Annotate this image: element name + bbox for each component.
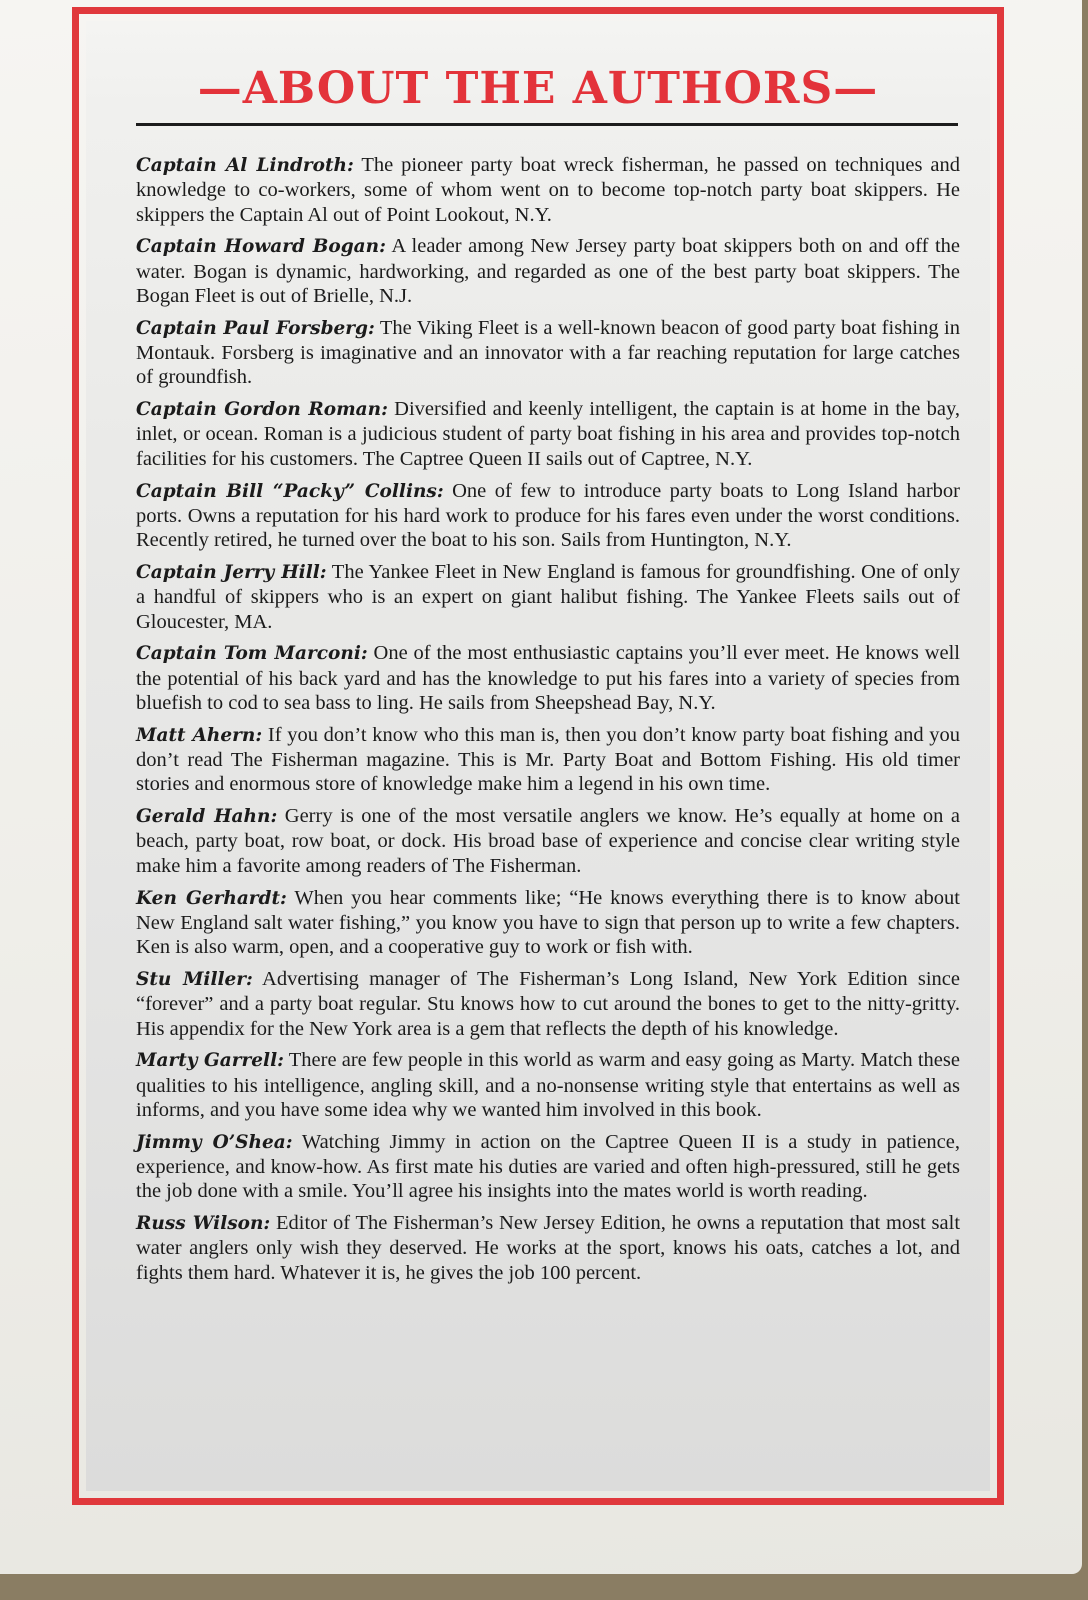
author-bio	[136, 641, 960, 715]
author-bio	[136, 1130, 960, 1204]
author-name: Jimmy O’Shea:	[136, 1131, 293, 1153]
author-description: The Yankee Fleet in New England is famous for groundfishing. One of only a handful of skippers who is an expert on giant halibut fishing. The Yankee Fleets sails out of Gloucester, MA.	[136, 560, 960, 633]
author-description: The pioneer party boat wreck fisherman, he passed on techniques and knowledge to co-workers, some of whom went on to become top-notch party boat skippers. He skippers the Captain Al out of Point Lookout, N.Y.	[136, 154, 960, 226]
author-bio	[136, 1048, 960, 1122]
author-description: A leader among New Jersey party boat skippers both on and off the water. Bogan is dynamic, hardworking, and regarded as one of the best party boat skippers. The Bogan Fleet is out of Brielle, N.J.	[136, 235, 960, 307]
author-name: Captain Tom Marconi:	[136, 643, 368, 665]
author-name: Gerald Hahn:	[136, 806, 278, 828]
author-bio	[136, 1211, 960, 1285]
author-name: Marty Garrell:	[136, 1050, 284, 1072]
author-description: When you hear comments like; “He knows everything there is to know about New England salt water fishing,” you know you have to sign that person up to write a few chapters. Ken is also warm, open, and a cooperative guy to work or fish with.	[136, 886, 961, 959]
author-description: Diversified and keenly intelligent, the captain is at home in the bay, inlet, or ocean. Roman is a judicious student of party boat fishing in his area and provides top-notch facilities for his customers. The Captree Queen II sails out of Captree, N.Y.	[136, 398, 960, 470]
author-bio	[136, 967, 960, 1041]
author-bios	[136, 153, 960, 1292]
author-bio	[136, 804, 960, 878]
author-name: Captain Jerry Hill:	[136, 561, 327, 583]
author-description: There are few people in this world as warm and easy going as Marty. Match these qualities to his intelligence, angling skill, and a no-nonsense writing style that entertains as well as informs, and you have some idea why we wanted him involved in this book.	[136, 1049, 960, 1121]
author-description: One of few to introduce party boats to Long Island harbor ports. Owns a reputation for his hard work to produce for his fares even under the worst conditions. Recently retired, he turned over the boat to his son. Sails from Huntington, N.Y.	[136, 479, 960, 552]
author-description: One of the most enthusiastic captains you’ll ever meet. He knows well the potential of his back yard and has the knowledge to put his fares into a variety of species from bluefish to cod to sea bass to ling. He sails from Sheepshead Bay, N.Y.	[136, 642, 960, 714]
author-description: If you don’t know who this man is, then you don’t know party boat fishing and you don’t read The Fisherman magazine. This is Mr. Party Boat and Bottom Fishing. His old timer stories and enormous store of knowledge make him a legend in his own time.	[136, 723, 961, 796]
author-name: Stu Miller:	[136, 968, 253, 990]
author-bio	[136, 234, 960, 308]
page-content	[86, 21, 990, 1491]
author-name: Ken Gerhardt:	[136, 887, 287, 909]
author-bio	[136, 479, 960, 553]
author-description: Advertising manager of The Fisherman’s Long Island, New York Edition since “forever” and a party boat regular. Stu knows how to cut around the bones to get to the nitty-gritty. His appendix for the New York area is a gem that reflects the depth of his knowledge.	[136, 967, 960, 1040]
author-name: Russ Wilson:	[136, 1213, 271, 1235]
author-name: Captain Gordon Roman:	[136, 399, 388, 421]
author-bio	[136, 560, 960, 634]
red-border-frame	[72, 7, 1004, 1505]
author-bio	[136, 886, 960, 960]
author-description: Editor of The Fisherman’s New Jersey Edition, he owns a reputation that most salt water anglers only wish they deserved. He works at the sport, knows his oats, catches a lot, and fights them hard. Whatever it is, he gives the job 100 percent.	[136, 1212, 961, 1284]
author-name: Matt Ahern:	[136, 724, 263, 746]
author-name: Captain Paul Forsberg:	[136, 317, 375, 339]
author-bio	[136, 397, 960, 471]
author-bio	[136, 153, 960, 227]
author-description: Watching Jimmy in action on the Captree Queen II is a study in patience, experience, and know-how. As first mate his duties are varied and often high-pressured, still he gets the job done with a smile. You’ll agree his insights into the mates world is worth reading.	[136, 1130, 960, 1203]
author-description: The Viking Fleet is a well-known beacon of good party boat fishing in Montauk. Forsberg is imaginative and an innovator with a far reaching reputation for large catches of groundfish.	[136, 316, 960, 389]
author-name: Captain Howard Bogan:	[136, 236, 386, 258]
author-description: Gerry is one of the most versatile anglers we know. He’s equally at home on a beach, party boat, row boat, or dock. His broad base of experience and concise clear writing style make him a favorite among readers of The Fisherman.	[136, 805, 961, 877]
author-name: Captain Al Lindroth:	[136, 155, 354, 176]
page-title: —ABOUT THE AUTHORS—	[197, 63, 879, 114]
author-bio	[136, 316, 960, 390]
author-bio	[136, 723, 960, 797]
title-divider	[136, 123, 958, 126]
author-name: Captain Bill “Packy” Collins:	[136, 480, 444, 502]
